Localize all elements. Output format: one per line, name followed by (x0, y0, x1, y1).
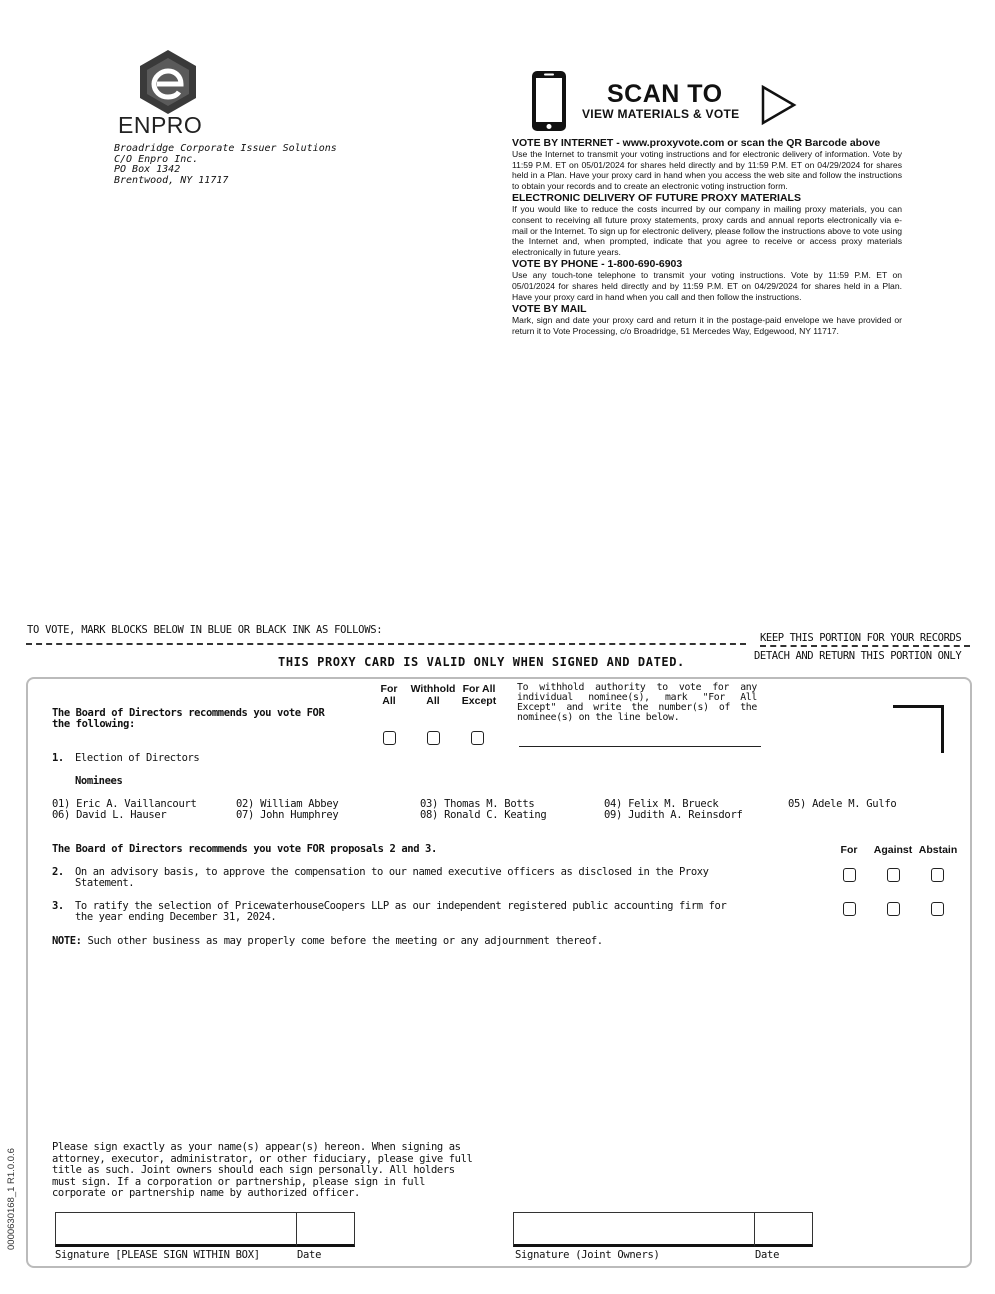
vote-mail-text: Mark, sign and date your proxy card and return it in the postage-paid envelope we have provided or return it to Vote Processing, c/o Broadridge, 51 Mercedes Way, Edgewood, NY 11717. (512, 315, 902, 336)
col-for: For (840, 844, 858, 856)
item-1-number: 1. (52, 752, 64, 764)
item-2-against-checkbox[interactable] (887, 868, 900, 882)
item-3-abstain-checkbox[interactable] (931, 902, 944, 916)
to-vote-instruction: TO VOTE, MARK BLOCKS BELOW IN BLUE OR BLACK INK AS FOLLOWS: (27, 624, 383, 636)
electronic-delivery-title: ELECTRONIC DELIVERY OF FUTURE PROXY MATERIALS (512, 192, 801, 205)
col-for-all: For All (380, 683, 398, 707)
valid-notice: THIS PROXY CARD IS VALID ONLY WHEN SIGNED AND DATED. (278, 655, 685, 669)
registration-mark (893, 705, 944, 753)
electronic-delivery-text: If you would like to reduce the costs incurred by our company in mailing proxy materials, you can consent to receiving all future proxy statements, proxy cards and annual reports electronically via e-mail or the Internet. To sign up for electronic delivery, please follow the instructions above to vote using the Internet and, when prompted, indicate that you agree to receive or access proxy materials electronically in future years. (512, 204, 902, 257)
enpro-e-logo-icon (112, 48, 224, 114)
nominee: 05) Adele M. Gulfo (788, 798, 897, 810)
for-all-checkbox[interactable] (383, 731, 396, 745)
voting-instructions (512, 137, 902, 337)
vote-phone-title: VOTE BY PHONE - 1-800-690-6903 (512, 258, 683, 271)
enpro-logo (112, 48, 224, 119)
nominee: 09) Judith A. Reinsdorf (604, 809, 743, 821)
item-3-against-checkbox[interactable] (887, 902, 900, 916)
joint-date-box[interactable] (754, 1212, 813, 1247)
smartphone-icon (530, 70, 568, 137)
detach-portion-label: DETACH AND RETURN THIS PORTION ONLY (754, 650, 962, 662)
joint-signature-label: Signature (Joint Owners) (515, 1249, 660, 1261)
signature-box[interactable] (55, 1212, 297, 1247)
item-3-text: To ratify the selection of PricewaterhouseCoopers LLP as our independent registered public accounting firm for the year ending December 31, 2024. (75, 900, 727, 923)
nominee: 02) William Abbey (236, 798, 339, 810)
vote-phone-text: Use any touch-tone telephone to transmit your voting instructions. Vote by 11:59 P.M. ET on 05/01/2024 for shares held directly and by 11:59 P.M. ET on 04/29/2024 for shares held in a Plan. Have your proxy card in hand when you call and then follow the instructions. (512, 270, 902, 302)
address-line: Broadridge Corporate Issuer Solutions (114, 143, 337, 154)
board-recommendation-2: The Board of Directors recommends you vote FOR proposals 2 and 3. (52, 843, 437, 855)
col-against: Against (873, 844, 913, 856)
nominee: 07) John Humphrey (236, 809, 339, 821)
withhold-instructions: To withhold authority to vote for any individual nominee(s), mark "For All Except" and write the number(s) of the nominee(s) on the line below. (517, 682, 757, 723)
joint-signature-box[interactable] (513, 1212, 755, 1247)
col-for-all-except: For All Except (461, 683, 497, 707)
note-text: Such other business as may properly come before the meeting or any adjournment thereof. (87, 935, 603, 947)
item-3-number: 3. (52, 900, 64, 912)
item-2-for-checkbox[interactable] (843, 868, 856, 882)
logo-wordmark: ENPRO (118, 112, 203, 138)
signing-instructions: Please sign exactly as your name(s) appear(s) hereon. When signing as attorney, executor, administrator, or other fiduciary, please give full title as such. Joint owners should each sign personally. All holders must sign. If a corporation or partnership, please sign in full corporate or partnership name by authorized officer. (52, 1141, 473, 1200)
scan-to-heading: SCAN TO (607, 80, 723, 108)
item-2-number: 2. (52, 866, 64, 878)
item-3-for-checkbox[interactable] (843, 902, 856, 916)
document-code: 0000630168_1 R1.0.0.6 (6, 1148, 17, 1250)
item-2-text: On an advisory basis, to approve the compensation to our named executive officers as disclosed in the Proxy Statement. (75, 866, 709, 889)
date-label: Date (297, 1249, 322, 1261)
joint-date-label: Date (755, 1249, 780, 1261)
nominee: 03) Thomas M. Botts (420, 798, 535, 810)
nominee: 04) Felix M. Brueck (604, 798, 719, 810)
col-abstain: Abstain (918, 844, 958, 856)
vote-internet-text: Use the Internet to transmit your voting instructions and for electronic delivery of information. Vote by 11:59 P.M. ET on 05/01/2024 for shares held directly and by 11:59 P.M. ET on 04/29/2024 for shares held in a Plan. Have your proxy card in hand when you access the web site and follow the instructions to obtain your records and to create an electronic voting instruction form. (512, 149, 902, 191)
address-line: Brentwood, NY 11717 (114, 174, 229, 186)
item-2-abstain-checkbox[interactable] (931, 868, 944, 882)
nominee: 08) Ronald C. Keating (420, 809, 547, 821)
address-line: PO Box 1342 (114, 164, 181, 175)
for-all-except-checkbox[interactable] (471, 731, 484, 745)
signature-label: Signature [PLEASE SIGN WITHIN BOX] (55, 1249, 260, 1261)
vote-mail-title: VOTE BY MAIL (512, 303, 587, 316)
note-label: NOTE: (52, 935, 82, 947)
withhold-all-checkbox[interactable] (427, 731, 440, 745)
board-recommendation-1: The Board of Directors recommends you vote FOR the following: (52, 707, 325, 730)
nominee: 01) Eric A. Vaillancourt (52, 798, 197, 810)
keep-portion-label: KEEP THIS PORTION FOR YOUR RECORDS (760, 632, 970, 647)
scan-subheading: VIEW MATERIALS & VOTE (582, 107, 740, 121)
nominees-label: Nominees (75, 775, 123, 787)
col-withhold-all: Withhold All (410, 683, 456, 707)
date-box[interactable] (296, 1212, 355, 1247)
except-nominee-line[interactable] (519, 746, 761, 747)
vote-internet-title: VOTE BY INTERNET - www.proxyvote.com or scan the QR Barcode above (512, 137, 881, 149)
return-address (114, 144, 337, 186)
play-arrow-icon (760, 84, 798, 131)
note (52, 936, 603, 947)
detach-line (26, 643, 746, 645)
item-1-text: Election of Directors (75, 752, 200, 764)
address-line: C/O Enpro Inc. (114, 153, 199, 165)
nominee: 06) David L. Hauser (52, 809, 167, 821)
